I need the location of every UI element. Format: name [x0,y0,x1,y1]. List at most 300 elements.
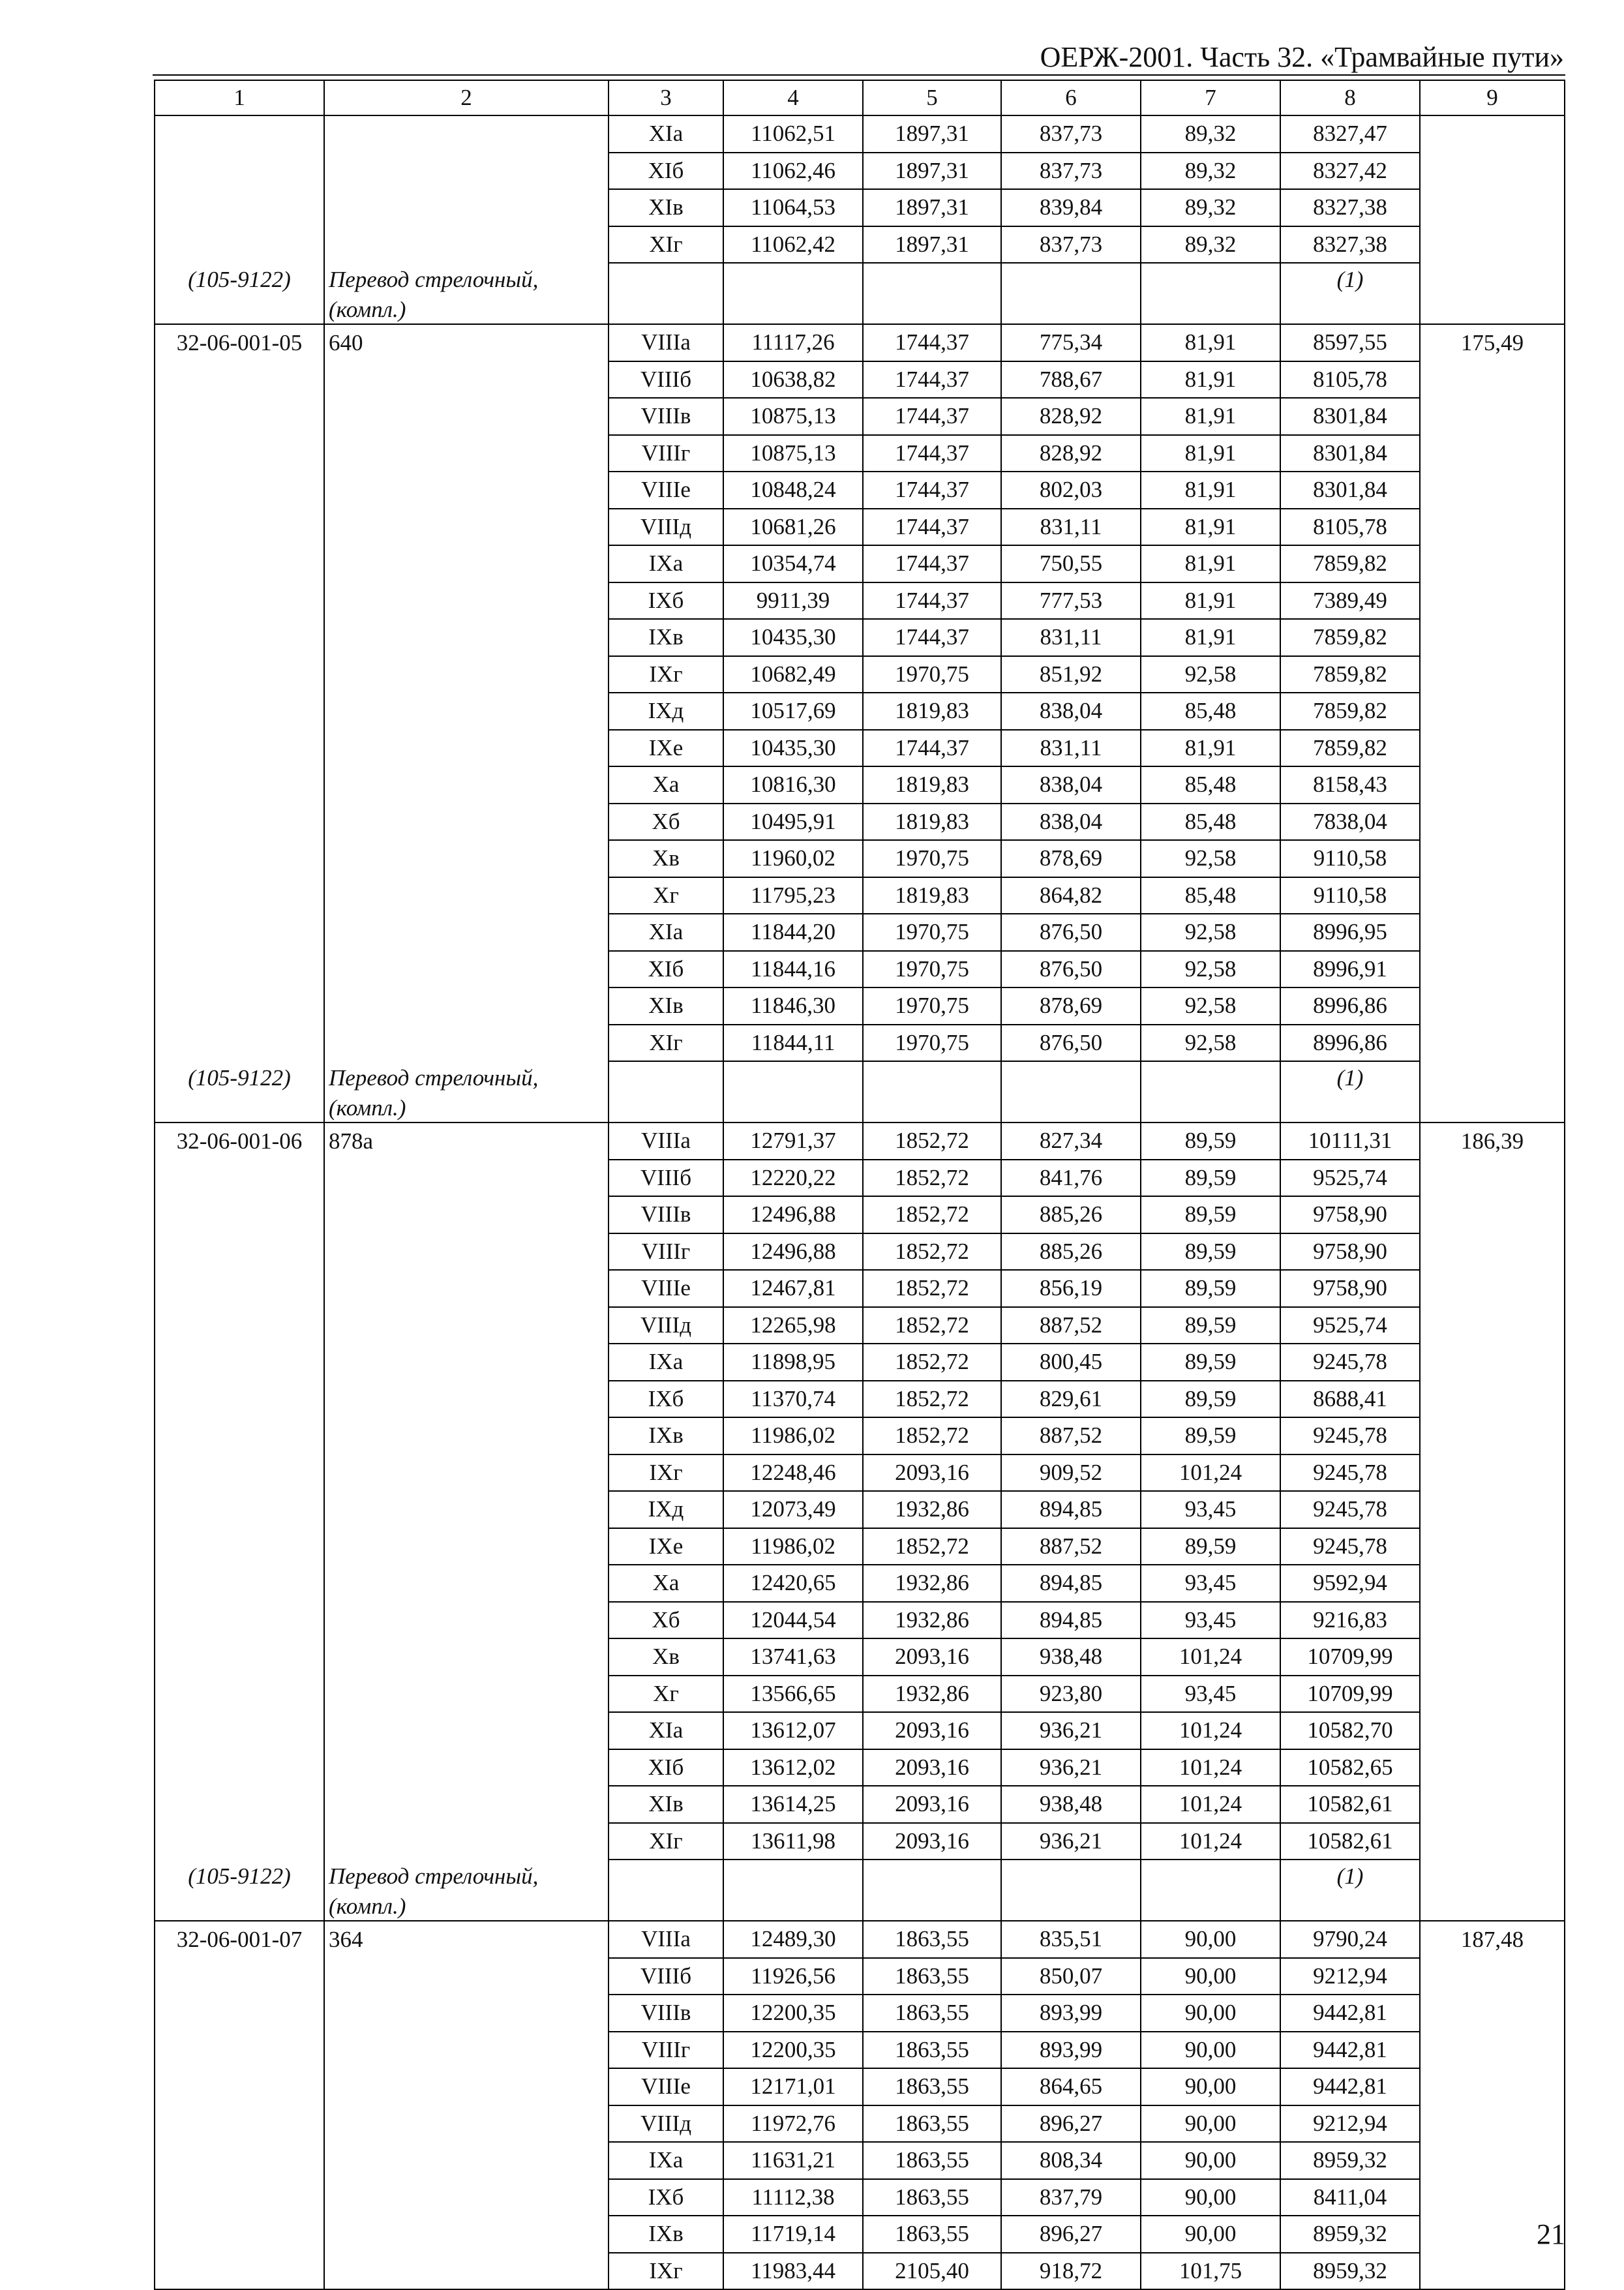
value-cell: 81,91 [1141,582,1280,620]
empty-cell [155,1094,324,1122]
value-cell: Xа [609,1565,723,1602]
col9-cell [1420,398,1565,435]
value-cell: 1744,37 [863,545,1001,582]
value-cell: 828,92 [1001,398,1141,435]
code-cell [155,877,324,914]
code-cell [155,1491,324,1528]
value-cell: 11719,14 [723,2216,863,2253]
code-cell [155,361,324,399]
value-cell: 7859,82 [1280,730,1420,767]
value-cell: 12420,65 [723,1565,863,1602]
value-cell: 2093,16 [863,1749,1001,1786]
value-cell: 827,34 [1001,1122,1141,1160]
footer-row-continuation [155,1893,1565,1921]
value-cell: 101,24 [1141,1712,1280,1749]
value-cell: 10875,13 [723,435,863,472]
name-cell [324,1381,609,1418]
value-cell: 12496,88 [723,1196,863,1233]
code-cell [155,987,324,1025]
empty-cell [863,1893,1001,1921]
footer-row [155,263,1565,296]
value-cell: Xв [609,1638,723,1676]
empty-cell [1141,263,1280,296]
value-cell: IXд [609,693,723,730]
value-cell: Xб [609,1602,723,1639]
value-cell: 90,00 [1141,2068,1280,2105]
value-cell: 878,69 [1001,987,1141,1025]
name-cell [324,1638,609,1676]
name-cell [324,153,609,190]
value-cell: 10709,99 [1280,1638,1420,1676]
value-cell: 1744,37 [863,435,1001,472]
empty-cell [609,1094,723,1122]
name-cell [324,914,609,951]
name-cell [324,1491,609,1528]
table-row [155,1122,1565,1160]
col9-cell [1420,361,1565,399]
value-cell: 89,32 [1141,226,1280,264]
value-cell: 12044,54 [723,1602,863,1639]
value-cell: VIIIб [609,361,723,399]
name-cell [324,619,609,656]
value-cell: 81,91 [1141,730,1280,767]
value-cell: 808,34 [1001,2142,1141,2179]
col9-cell [1420,840,1565,877]
empty-cell [723,1061,863,1094]
empty-cell [609,1860,723,1893]
col9-cell [1420,1958,1565,1995]
code-cell [155,115,324,153]
value-cell: 1852,72 [863,1196,1001,1233]
value-cell: VIIIд [609,2105,723,2143]
footer-name-continuation-cell: (компл.) [324,1893,609,1921]
code-cell [155,1417,324,1454]
value-cell: 10435,30 [723,619,863,656]
footer-name-cell: Перевод стрелочный, [324,263,609,296]
table-row [155,361,1565,399]
table-row [155,1958,1565,1995]
value-cell: 829,61 [1001,1381,1141,1418]
value-cell: 1819,83 [863,693,1001,730]
value-cell: 8996,86 [1280,1025,1420,1062]
empty-cell [609,1893,723,1921]
empty-cell [723,1094,863,1122]
col9-cell [1420,693,1565,730]
value-cell: 2093,16 [863,1786,1001,1823]
col9-cell [1420,115,1565,153]
code-cell [155,2032,324,2069]
value-cell: 850,07 [1001,1958,1141,1995]
value-cell: 11062,46 [723,153,863,190]
value-cell: 85,48 [1141,693,1280,730]
value-cell: 92,58 [1141,656,1280,693]
value-cell: 1744,37 [863,361,1001,399]
value-cell: 13611,98 [723,1823,863,1860]
value-cell: 828,92 [1001,435,1141,472]
table-row [155,1491,1565,1528]
value-cell: 1863,55 [863,1958,1001,1995]
table-row [155,2142,1565,2179]
value-cell: 1970,75 [863,840,1001,877]
code-cell [155,951,324,988]
value-cell: 12073,49 [723,1491,863,1528]
value-cell: 11986,02 [723,1417,863,1454]
value-cell: 11972,76 [723,2105,863,2143]
value-cell: 1852,72 [863,1160,1001,1197]
table-row [155,804,1565,841]
value-cell: 1863,55 [863,2216,1001,2253]
code-cell [155,1823,324,1860]
value-cell: 81,91 [1141,398,1280,435]
value-cell: 1863,55 [863,2068,1001,2105]
value-cell: 2093,16 [863,1454,1001,1492]
column-number-cell: 2 [324,80,609,115]
rates-table [154,80,1565,2290]
code-cell [155,2179,324,2216]
value-cell: 831,11 [1001,730,1141,767]
table-row [155,619,1565,656]
value-cell: 837,79 [1001,2179,1141,2216]
value-cell: Xб [609,804,723,841]
footer-name-cell: Перевод стрелочный, [324,1860,609,1893]
value-cell: 876,50 [1001,914,1141,951]
code-cell [155,545,324,582]
table-row [155,1676,1565,1713]
value-cell: 896,27 [1001,2216,1141,2253]
value-cell: 1863,55 [863,1995,1001,2032]
value-cell: 838,04 [1001,766,1141,804]
code-cell [155,435,324,472]
value-cell: 92,58 [1141,987,1280,1025]
table-row [155,766,1565,804]
empty-cell [723,1860,863,1893]
footer-col8-cell: (1) [1280,263,1420,296]
value-cell: 1744,37 [863,398,1001,435]
value-cell: 918,72 [1001,2253,1141,2290]
value-cell: 1744,37 [863,472,1001,509]
value-cell: 8327,38 [1280,189,1420,226]
value-cell: 101,75 [1141,2253,1280,2290]
value-cell: Xг [609,1676,723,1713]
footer-row [155,1860,1565,1893]
header-rule [153,74,1565,76]
empty-cell [1001,1061,1141,1094]
value-cell: 936,21 [1001,1749,1141,1786]
value-cell: 89,59 [1141,1122,1280,1160]
empty-cell [1001,1094,1141,1122]
column-number-cell: 8 [1280,80,1420,115]
code-cell [155,2068,324,2105]
value-cell: 90,00 [1141,1958,1280,1995]
value-cell: 10517,69 [723,693,863,730]
table-row [155,1270,1565,1307]
empty-cell [1280,296,1420,324]
value-cell: 81,91 [1141,619,1280,656]
footer-col8-cell: (1) [1280,1860,1420,1893]
value-cell: VIIIд [609,509,723,546]
value-cell: 1970,75 [863,914,1001,951]
code-cell [155,619,324,656]
value-cell: 13612,07 [723,1712,863,1749]
value-cell: 9442,81 [1280,1995,1420,2032]
value-cell: 89,59 [1141,1196,1280,1233]
col9-cell [1420,2142,1565,2179]
table-row [155,877,1565,914]
value-cell: 8996,91 [1280,951,1420,988]
col9-cell [1420,1995,1565,2032]
name-cell [324,115,609,153]
name-cell [324,189,609,226]
value-cell: 8597,55 [1280,324,1420,361]
page-header-title: ОЕРЖ-2001. Часть 32. «Трамвайные пути» [1040,41,1564,73]
col9-cell [1420,877,1565,914]
value-cell: 81,91 [1141,361,1280,399]
code-cell [155,398,324,435]
name-cell [324,1786,609,1823]
value-cell: 1970,75 [863,987,1001,1025]
empty-cell [1141,1094,1280,1122]
value-cell: 936,21 [1001,1823,1141,1860]
col9-cell [1420,1344,1565,1381]
empty-cell [609,296,723,324]
value-cell: 8996,86 [1280,987,1420,1025]
value-cell: 8327,47 [1280,115,1420,153]
value-cell: 11960,02 [723,840,863,877]
value-cell: 89,32 [1141,189,1280,226]
col9-cell [1420,766,1565,804]
empty-cell [155,1893,324,1921]
code-cell [155,2142,324,2179]
table-row [155,472,1565,509]
value-cell: 90,00 [1141,1995,1280,2032]
table-row [155,730,1565,767]
code-cell: 32-06-001-05 [155,324,324,361]
name-cell [324,435,609,472]
value-cell: 92,58 [1141,1025,1280,1062]
value-cell: 10848,24 [723,472,863,509]
col9-cell [1420,153,1565,190]
empty-cell [1420,263,1565,296]
value-cell: 896,27 [1001,2105,1141,2143]
name-cell [324,1196,609,1233]
value-cell: 1863,55 [863,1921,1001,1958]
value-cell: 8959,32 [1280,2142,1420,2179]
empty-cell [1280,1893,1420,1921]
value-cell: 10875,13 [723,398,863,435]
value-cell: 864,82 [1001,877,1141,914]
col9-cell [1420,730,1565,767]
table-row [155,1602,1565,1639]
table-row [155,2032,1565,2069]
code-cell [155,1602,324,1639]
value-cell: 894,85 [1001,1602,1141,1639]
value-cell: 89,59 [1141,1344,1280,1381]
value-cell: 2093,16 [863,1823,1001,1860]
value-cell: IXа [609,1344,723,1381]
value-cell: 9212,94 [1280,2105,1420,2143]
value-cell: IXа [609,545,723,582]
value-cell: 1932,86 [863,1565,1001,1602]
value-cell: 1819,83 [863,766,1001,804]
value-cell: 837,73 [1001,115,1141,153]
code-cell [155,2216,324,2253]
value-cell: XIа [609,115,723,153]
table-row [155,1196,1565,1233]
value-cell: 1744,37 [863,730,1001,767]
value-cell: 81,91 [1141,435,1280,472]
code-cell [155,804,324,841]
value-cell: 936,21 [1001,1712,1141,1749]
value-cell: 11898,95 [723,1344,863,1381]
empty-cell [1001,263,1141,296]
value-cell: 90,00 [1141,2105,1280,2143]
value-cell: 8327,42 [1280,153,1420,190]
value-cell: VIIIг [609,435,723,472]
col9-cell [1420,914,1565,951]
code-cell [155,1233,324,1271]
value-cell: 89,59 [1141,1233,1280,1271]
value-cell: 10582,70 [1280,1712,1420,1749]
col9-cell: 187,48 [1420,1921,1565,1958]
value-cell: 11844,20 [723,914,863,951]
value-cell: 7859,82 [1280,693,1420,730]
value-cell: 81,91 [1141,509,1280,546]
empty-cell [723,263,863,296]
code-cell [155,1676,324,1713]
col9-cell [1420,2032,1565,2069]
value-cell: 90,00 [1141,1921,1280,1958]
value-cell: 9911,39 [723,582,863,620]
code-cell [155,226,324,264]
value-cell: 11844,16 [723,951,863,988]
value-cell: 90,00 [1141,2032,1280,2069]
col9-cell [1420,2105,1565,2143]
value-cell: 750,55 [1001,545,1141,582]
value-cell: 101,24 [1141,1786,1280,1823]
value-cell: 11986,02 [723,1528,863,1565]
value-cell: VIIIв [609,398,723,435]
col9-cell [1420,2068,1565,2105]
code-cell [155,1270,324,1307]
name-cell [324,804,609,841]
table-row [155,2105,1565,2143]
table-row [155,582,1565,620]
footer-code-cell: (105-9122) [155,263,324,296]
name-cell [324,766,609,804]
col9-cell [1420,987,1565,1025]
code-cell [155,1160,324,1197]
col9-cell [1420,1823,1565,1860]
value-cell: VIIIе [609,1270,723,1307]
name-cell [324,472,609,509]
value-cell: 101,24 [1141,1749,1280,1786]
value-cell: 12489,30 [723,1921,863,1958]
col9-cell [1420,1786,1565,1823]
value-cell: XIб [609,153,723,190]
value-cell: 1932,86 [863,1602,1001,1639]
table-row [155,2179,1565,2216]
value-cell: 909,52 [1001,1454,1141,1492]
name-cell [324,1712,609,1749]
value-cell: 81,91 [1141,324,1280,361]
value-cell: IXб [609,2179,723,2216]
value-cell: 1897,31 [863,189,1001,226]
value-cell: 1897,31 [863,115,1001,153]
value-cell: 831,11 [1001,619,1141,656]
value-cell: 876,50 [1001,1025,1141,1062]
value-cell: 1744,37 [863,324,1001,361]
value-cell: 10681,26 [723,509,863,546]
value-cell: 10582,61 [1280,1786,1420,1823]
name-cell [324,951,609,988]
value-cell: 1863,55 [863,2105,1001,2143]
name-cell [324,226,609,264]
value-cell: Xг [609,877,723,914]
table-row [155,115,1565,153]
value-cell: 8301,84 [1280,398,1420,435]
value-cell: 1819,83 [863,877,1001,914]
value-cell: 12200,35 [723,2032,863,2069]
table-row [155,509,1565,546]
value-cell: 8105,78 [1280,509,1420,546]
value-cell: 1744,37 [863,509,1001,546]
value-cell: 885,26 [1001,1196,1141,1233]
name-cell: 364 [324,1921,609,1958]
code-cell [155,1025,324,1062]
col9-cell [1420,545,1565,582]
value-cell: Xа [609,766,723,804]
col9-cell [1420,619,1565,656]
value-cell: 8105,78 [1280,361,1420,399]
value-cell: XIа [609,1712,723,1749]
empty-cell [1420,1893,1565,1921]
table-row [155,656,1565,693]
table-row [155,1638,1565,1676]
value-cell: VIIIе [609,472,723,509]
code-cell [155,656,324,693]
column-number-cell: 1 [155,80,324,115]
empty-cell [155,296,324,324]
value-cell: 10638,82 [723,361,863,399]
value-cell: 7859,82 [1280,656,1420,693]
value-cell: 8301,84 [1280,435,1420,472]
value-cell: 13566,65 [723,1676,863,1713]
value-cell: 9245,78 [1280,1417,1420,1454]
empty-cell [1141,296,1280,324]
name-cell [324,1233,609,1271]
col9-cell [1420,1233,1565,1271]
name-cell [324,1602,609,1639]
value-cell: 1863,55 [863,2142,1001,2179]
value-cell: 876,50 [1001,951,1141,988]
table-row [155,2253,1565,2290]
table-row [155,693,1565,730]
value-cell: 10582,61 [1280,1823,1420,1860]
value-cell: 12467,81 [723,1270,863,1307]
value-cell: 89,59 [1141,1381,1280,1418]
col9-cell [1420,1602,1565,1639]
value-cell: 10682,49 [723,656,863,693]
value-cell: VIIIа [609,1122,723,1160]
empty-cell [609,1061,723,1094]
column-number-cell: 9 [1420,80,1565,115]
value-cell: 1970,75 [863,951,1001,988]
value-cell: 89,59 [1141,1307,1280,1344]
value-cell: IXг [609,656,723,693]
value-cell: 9245,78 [1280,1454,1420,1492]
code-cell: 32-06-001-07 [155,1921,324,1958]
empty-cell [1420,1860,1565,1893]
